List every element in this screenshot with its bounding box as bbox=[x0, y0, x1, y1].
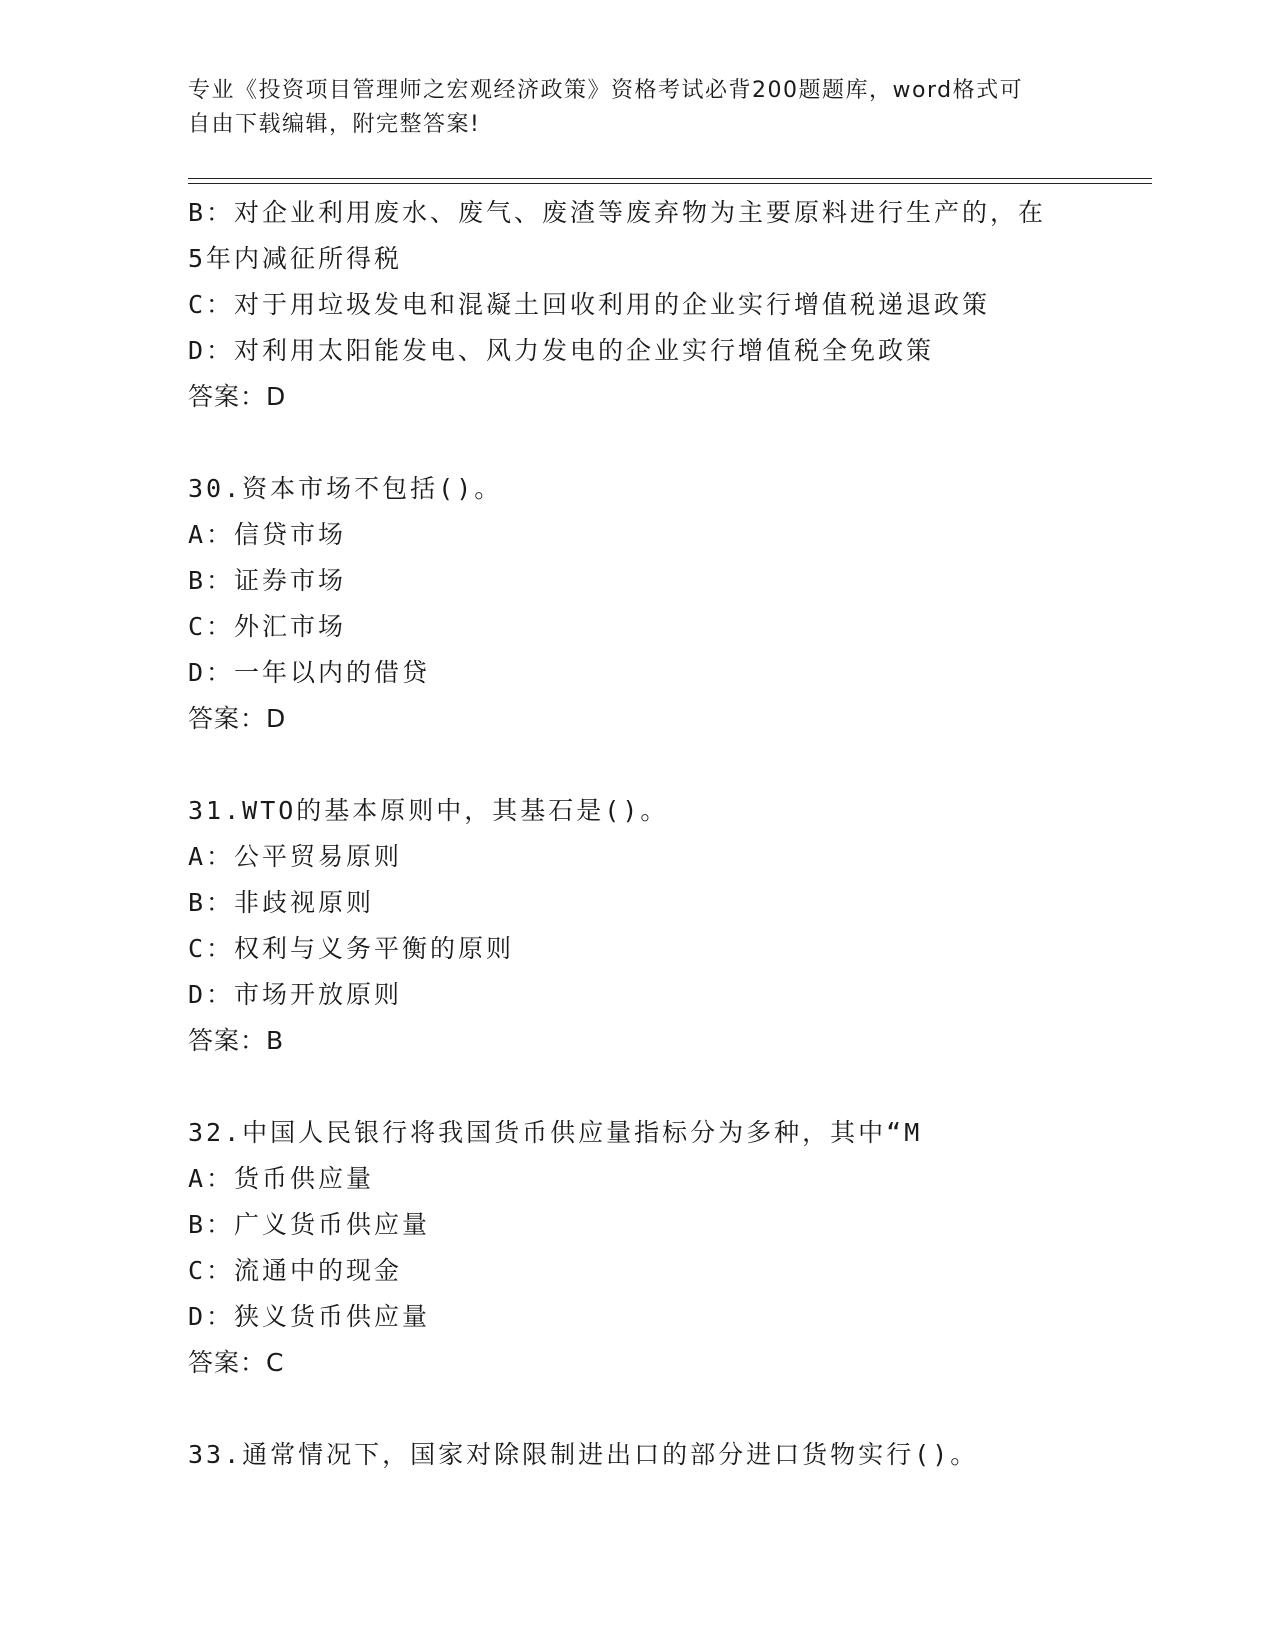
header-line-1: 专业《投资项目管理师之宏观经济政策》资格考试必背200题题库，word格式可 bbox=[188, 78, 1024, 103]
option-d: D：一年以内的借贷 bbox=[188, 658, 431, 687]
option-b: B：证券市场 bbox=[188, 566, 347, 595]
header-line-2: 自由下载编辑，附完整答案! bbox=[188, 112, 481, 137]
option-c: C：对于用垃圾发电和混凝土回收利用的企业实行增值税递退政策 bbox=[188, 290, 991, 319]
option-d: D：市场开放原则 bbox=[188, 980, 403, 1009]
question-32 bbox=[188, 1110, 1108, 1386]
option-a: A：货币供应量 bbox=[188, 1164, 375, 1193]
question-stem: 31.WTO的基本原则中，其基石是()。 bbox=[188, 796, 669, 825]
spacer bbox=[188, 1386, 1108, 1432]
option-b: B：非歧视原则 bbox=[188, 888, 375, 917]
spacer bbox=[188, 742, 1108, 788]
question-31 bbox=[188, 788, 1108, 1064]
option-a: A：公平贸易原则 bbox=[188, 842, 403, 871]
header-divider-bottom bbox=[188, 183, 1152, 184]
option-b-continued: 5年内减征所得税 bbox=[188, 244, 403, 273]
document-header bbox=[188, 74, 1068, 142]
question-30 bbox=[188, 466, 1108, 742]
spacer bbox=[188, 420, 1108, 466]
answer: 答案：D bbox=[188, 382, 287, 411]
option-b: B：广义货币供应量 bbox=[188, 1210, 431, 1239]
question-stem: 30.资本市场不包括()。 bbox=[188, 474, 503, 503]
option-c: C：外汇市场 bbox=[188, 612, 347, 641]
option-a: A：信贷市场 bbox=[188, 520, 347, 549]
question-33 bbox=[188, 1432, 1108, 1478]
question-stem: 32.中国人民银行将我国货币供应量指标分为多种，其中“M bbox=[188, 1118, 923, 1147]
question-list bbox=[188, 190, 1108, 1478]
option-d: D：对利用太阳能发电、风力发电的企业实行增值税全免政策 bbox=[188, 336, 935, 365]
answer: 答案：C bbox=[188, 1348, 285, 1377]
option-d: D：狭义货币供应量 bbox=[188, 1302, 431, 1331]
option-c: C：权利与义务平衡的原则 bbox=[188, 934, 515, 963]
spacer bbox=[188, 1064, 1108, 1110]
option-c: C：流通中的现金 bbox=[188, 1256, 403, 1285]
answer: 答案：B bbox=[188, 1026, 285, 1055]
option-b: B：对企业利用废水、废气、废渣等废弃物为主要原料进行生产的，在 bbox=[188, 198, 1047, 227]
question-stem: 33.通常情况下，国家对除限制进出口的部分进口货物实行()。 bbox=[188, 1440, 979, 1469]
answer: 答案：D bbox=[188, 704, 287, 733]
question-29 bbox=[188, 190, 1108, 420]
header-divider-top bbox=[188, 178, 1152, 179]
